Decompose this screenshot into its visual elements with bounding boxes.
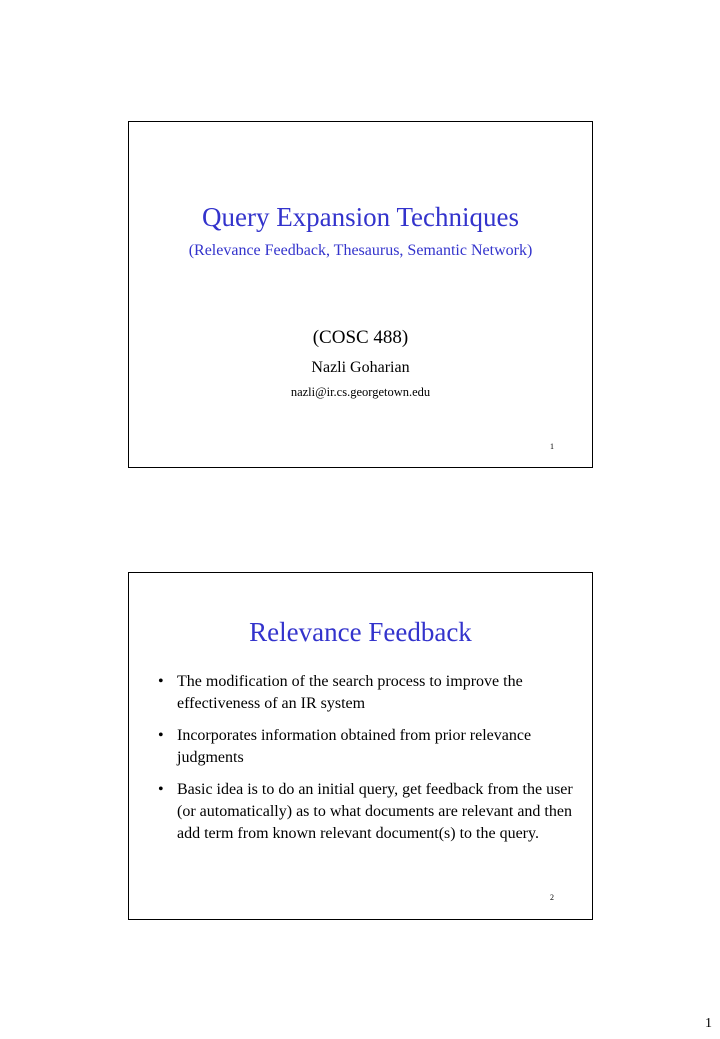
slide-1	[128, 121, 593, 468]
bullet-text: The modification of the search process to improve the effectiveness of an IR system	[177, 673, 523, 712]
bullet-dot-icon: •	[158, 727, 164, 744]
bullet-list	[158, 671, 578, 855]
bullet-item	[158, 725, 578, 769]
bullet-item	[158, 671, 578, 715]
author-email: nazli@ir.cs.georgetown.edu	[290, 385, 431, 399]
slide-1-title: Query Expansion Techniques	[201, 202, 520, 232]
bullet-dot-icon: •	[158, 781, 164, 798]
bullet-text: Incorporates information obtained from prior relevance judgments	[177, 727, 532, 766]
bullet-dot-icon: •	[158, 673, 164, 690]
author-name: Nazli Goharian	[311, 359, 410, 376]
course-code: (COSC 488)	[312, 327, 409, 348]
page-number: 1	[705, 1016, 712, 1031]
bullet-text: Basic idea is to do an initial query, get feedback from the user (or automatically) as to what documents are relevant and then add term from known relevant document(s) to the query.	[177, 781, 573, 842]
slide-2-title: Relevance Feedback	[249, 617, 472, 647]
bullet-item	[158, 779, 578, 845]
slide-2	[128, 572, 593, 920]
slide-2-number: 2	[550, 893, 554, 902]
slide-1-subtitle: (Relevance Feedback, Thesaurus, Semantic Network)	[188, 242, 533, 259]
slide-1-number: 1	[550, 442, 554, 451]
